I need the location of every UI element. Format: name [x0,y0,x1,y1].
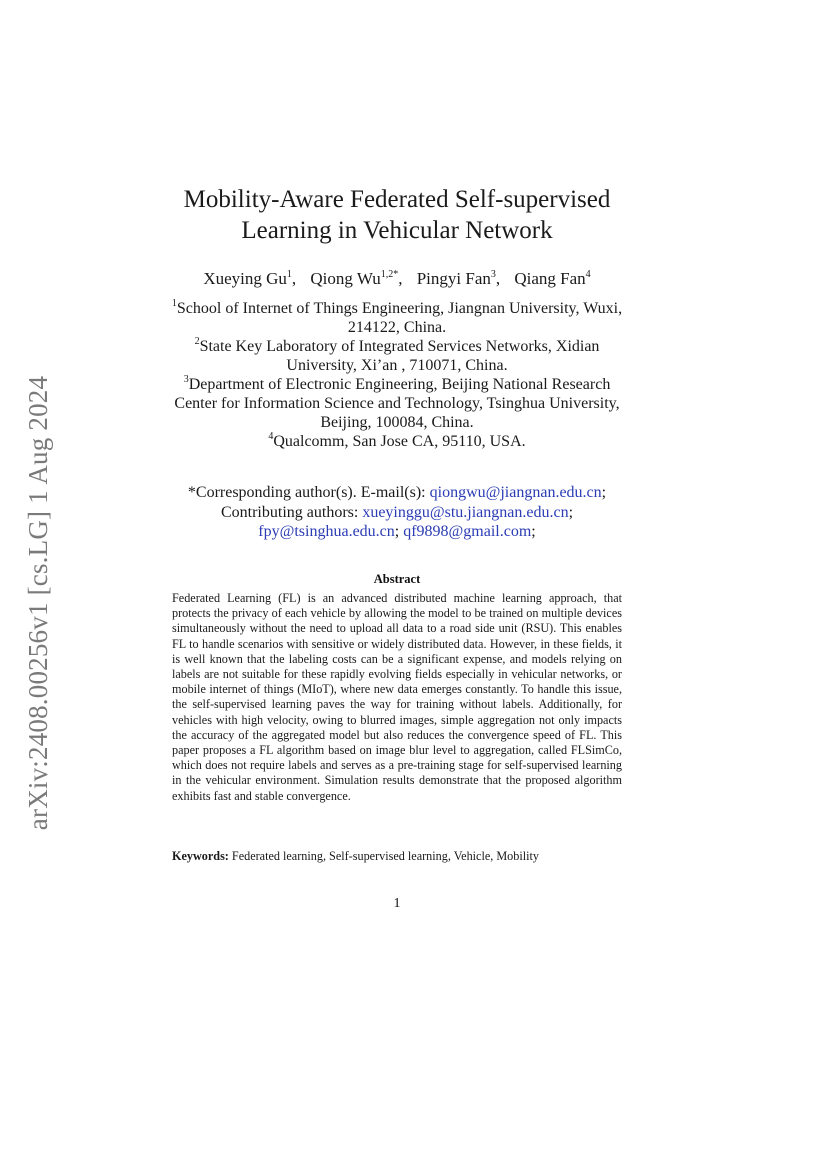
author-name: Pingyi Fan [416,269,491,288]
keywords-list: Federated learning, Self-supervised learning, Vehicle, Mobility [231,849,540,863]
author-4 [514,269,590,288]
author-name: Qiang Fan [514,269,586,288]
affil-line: State Key Laboratory of Integrated Services Networks, Xidian [199,338,600,355]
corr-prefix: *Corresponding author(s). E-mail(s): [187,484,426,501]
affil-sup: 1 [171,298,177,309]
author-2: Qiong $Wu^{1,2*}$, [310,269,403,288]
affiliation-3 [150,375,644,432]
affiliation-2 [150,337,644,375]
author-3: Pingyi Fan$^3$, [416,269,501,288]
title-line-2: Learning in Vehicular Network [241,217,553,244]
affil-sup: 2 [194,336,200,347]
affil-sup: 4 [268,431,274,442]
keywords-label: Keywords: [172,849,229,863]
affiliations [150,299,644,451]
affil-sup: 3 [183,374,189,385]
keywords [172,849,622,864]
author-sup: 1,2* [380,269,399,280]
paper-title [150,184,644,246]
arxiv-identifier: arXiv:2408.00256v1 [cs.LG] 1 Aug 2024 [23,375,53,831]
affil-line: Qualcomm, San Jose CA, 95110, USA. [273,433,526,450]
affil-line: Department of Electronic Engineering, Beijing National Research [188,376,611,393]
affiliation-4 [150,432,644,451]
affil-line: University, Xi’an , 710071, China. [286,357,508,374]
arxiv-sidebar [20,364,56,842]
affil-line: Center for Information Science and Technology, Tsinghua University, [174,395,620,412]
author-sup: 3 [490,269,496,280]
abstract-body: Federated Learning (FL) is an advanced distributed machine learning approach, that protects the privacy of each vehicle by allowing the model to be trained on multiple devices simultaneously without the need to upload all data to a road side unit (RSU). This enables FL to handle scenarios with sensitive or widely distributed data. However, in these fields, it is well known that the labeling costs can be a significant expense, and models relying on labels are not suitable for these rapidly evolving fields especially in vehicular networks, or mobile internet of things (MIoT), where new data emerges constantly. To handle this issue, the self-supervised learning paves the way for training without labels. Additionally, for vehicles with high velocity, owing to blurred images, simple aggregation not only impacts the accuracy of the aggregated model but also reduces the convergence speed of FL. This paper proposes a FL algorithm based on image blur level to aggregation, called FLSimCo, which does not require labels and serves as a pre-training stage for self-supervised learning in the vehicular environment. Simulation results demonstrate that the proposed algorithm exhibits fast and stable convergence. [172,591,622,803]
affil-line: 214122, China. [347,319,447,336]
contrib-prefix: Contributing authors: [220,503,359,521]
author-1: Xueying Gu$^1$, [203,269,297,288]
affil-line: Beijing, 100084, China. [320,414,474,431]
author-list [150,269,644,289]
correspondence-block: *Corresponding author(s). E-mail(s): qiongwu@jiangnan.edu.cn; Contributing authors: xueyinggu@stu.jiangnan.edu.cn; fpy@tsinghua.edu.cn; qf9898@gmail.com; [187,484,607,540]
author-name: Xueying Gu [203,269,287,288]
author-sup: 4 [585,269,591,280]
title-line-1: Mobility-Aware Federated Self-supervised [183,186,611,213]
email-link-2[interactable]: xueyinggu@stu.jiangnan.edu.cn [362,503,569,521]
corr-email-link[interactable]: qiongwu@jiangnan.edu.cn [429,484,602,501]
affil-line: School of Internet of Things Engineering, Jiangnan University, Wuxi, [176,300,623,317]
email-link-4[interactable]: qf9898@gmail.com [403,523,532,540]
email-link-3[interactable]: fpy@tsinghua.edu.cn [258,523,395,540]
abstract-heading: Abstract [373,572,421,586]
author-sup: 1 [286,269,292,280]
affiliation-1 [150,299,644,337]
page-number: 1 [393,896,401,911]
author-name: Qiong Wu [310,269,381,288]
